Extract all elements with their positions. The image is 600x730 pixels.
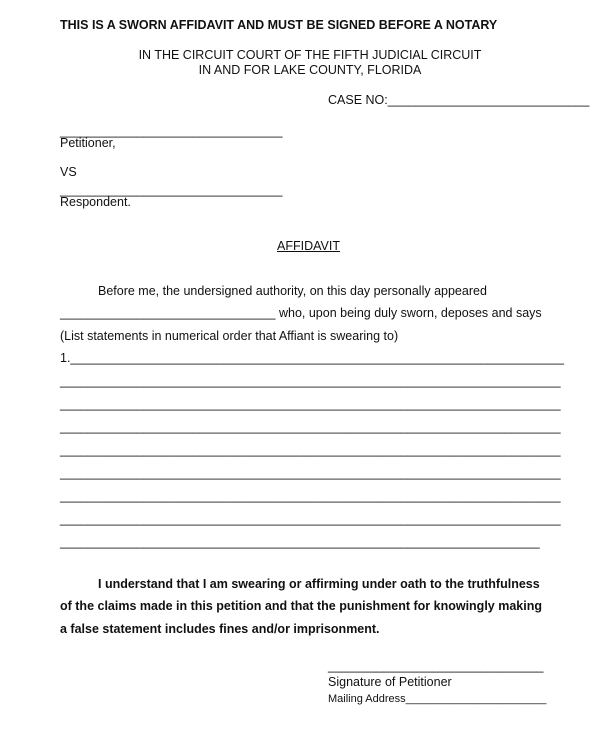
statement-line[interactable]: 1._______________________________________________________________________ [60, 351, 565, 365]
case-number-field[interactable]: CASE NO:_____________________________ [328, 93, 590, 107]
affiant-name-field[interactable]: _______________________________ who, upon being duly sworn, deposes and says [60, 306, 542, 320]
petitioner-name-field[interactable]: ________________________________ [60, 124, 283, 138]
court-line-1: IN THE CIRCUIT COURT OF THE FIFTH JUDICIAL CIRCUIT [138, 48, 482, 62]
mailing-address-field[interactable]: Mailing Address_______________________ [328, 693, 547, 705]
declaration-line-1: I understand that I am swearing or affirming under oath to the truthfulness [98, 577, 540, 591]
statement-line[interactable]: ________________________________________________________________________ [60, 512, 561, 526]
declaration-line-2: of the claims made in this petition and that the punishment for knowingly making [60, 599, 542, 613]
signature-field[interactable]: _______________________________ [328, 659, 544, 673]
statement-line[interactable]: ________________________________________________________________________ [60, 397, 561, 411]
statement-line[interactable]: ________________________________________________________________________ [60, 374, 561, 388]
versus-label: VS [60, 165, 77, 179]
statement-line[interactable]: ________________________________________________________________________ [60, 489, 561, 503]
respondent-label: Respondent. [60, 195, 131, 209]
statement-line[interactable]: ________________________________________________________________________ [60, 420, 561, 434]
notary-warning: THIS IS A SWORN AFFIDAVIT AND MUST BE SIGNED BEFORE A NOTARY [60, 18, 498, 32]
intro-line-1: Before me, the undersigned authority, on this day personally appeared [98, 284, 487, 298]
signature-label: Signature of Petitioner [328, 675, 452, 689]
instruction-text: (List statements in numerical order that Affiant is swearing to) [60, 329, 399, 343]
court-line-2: IN AND FOR LAKE COUNTY, FLORIDA [198, 63, 422, 77]
respondent-name-field[interactable]: ________________________________ [60, 183, 283, 197]
document-title: AFFIDAVIT [277, 239, 340, 253]
statement-line[interactable]: ________________________________________________________________________ [60, 443, 561, 457]
declaration-line-3: a false statement includes fines and/or imprisonment. [60, 622, 380, 636]
petitioner-label: Petitioner, [60, 136, 116, 150]
statement-line[interactable]: _____________________________________________________________________ [60, 535, 540, 549]
statement-line[interactable]: ________________________________________________________________________ [60, 466, 561, 480]
